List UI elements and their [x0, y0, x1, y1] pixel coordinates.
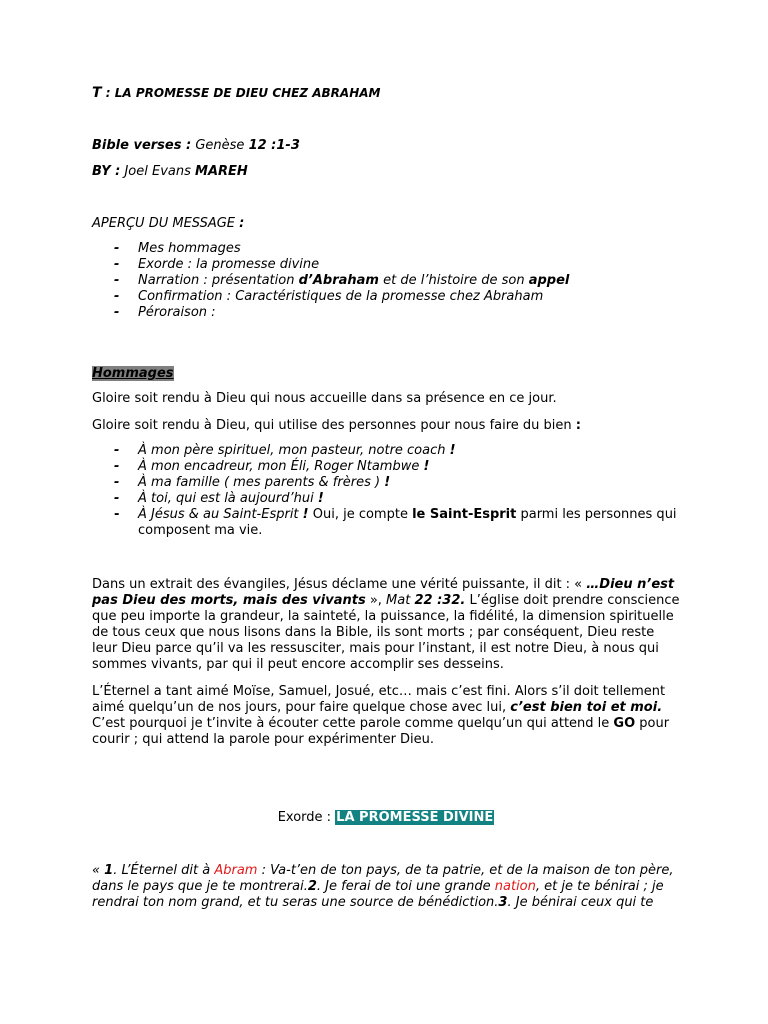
verse-quote: « 1. L’Éternel dit à Abram : Va-t’en de ton pays, de ta patrie, et de la maison de ton père, dans le pays que je te montrerai.2. Je ferai de toi une grande nation, et je te bénirai ; je rendrai ton nom grand, et tu seras une source de bénédiction.3. Je bénirai ceux qui te: [92, 863, 674, 910]
hommages-paragraph-2: Gloire soit rendu à Dieu, qui utilise des personnes pour nous faire du bien :: [92, 418, 581, 433]
bible-verses-line: Bible verses : Genèse 12 :1-3: [92, 138, 300, 153]
list-item: - À toi, qui est là aujourd’hui !: [114, 491, 324, 506]
author-line: BY : Joel Evans MAREH: [92, 164, 248, 179]
list-item: - Exorde : la promesse divine: [114, 257, 320, 272]
list-item: - Péroraison :: [114, 305, 216, 320]
document-title: T : LA PROMESSE DE DIEU CHEZ ABRAHAM: [92, 85, 381, 101]
list-item: - À ma famille ( mes parents & frères ) !: [114, 475, 391, 490]
exorde-heading: Exorde : LA PROMESSE DIVINE: [277, 810, 494, 825]
list-item: - Mes hommages: [114, 241, 241, 256]
hommages-list: [92, 443, 680, 539]
hommages-paragraph-1: Gloire soit rendu à Dieu qui nous accueille dans sa présence en ce jour.: [92, 391, 557, 406]
paragraph-eternel: L’Éternel a tant aimé Moïse, Samuel, Josué, etc… mais c’est fini. Alors s’il doit tellement aimé quelqu’un de nos jours, pour faire quelque chose avec lui, c’est bien toi et moi. C’est pourquoi je t’invite à écouter cette parole comme quelqu’un qui attend le GO pour courir ; qui attend la parole pour expérimenter Dieu.: [92, 684, 670, 747]
paragraph-evangiles: Dans un extrait des évangiles, Jésus déclame une vérité puissante, il dit : « …Dieu n’est pas Dieu des morts, mais des vivants », Mat 22 :32. L’église doit prendre conscience que peu importe la grandeur, la sainteté, la puissance, la fidélité, la dimension spirituelle de tous ceux que nous lisons dans la Bible, ils sont morts ; par conséquent, Dieu reste leur Dieu parce qu’il va les ressusciter, mais pour l’instant, il est notre Dieu, à nous qui sommes vivants, par qui il peut encore accomplir ses desseins.: [92, 577, 680, 672]
apercu-heading: APERÇU DU MESSAGE :: [92, 216, 245, 231]
list-item: - Confirmation : Caractéristiques de la promesse chez Abraham: [114, 289, 544, 304]
list-item: - Narration : présentation d’Abraham et de l’histoire de son appel: [114, 273, 570, 288]
hommages-heading: Hommages: [92, 366, 174, 381]
list-item: - À mon encadreur, mon Éli, Roger Ntambwe !: [114, 459, 430, 474]
exorde-highlight: LA PROMESSE DIVINE: [336, 810, 494, 825]
list-item: - À mon père spirituel, mon pasteur, notre coach !: [114, 443, 456, 458]
list-item: - À Jésus & au Saint-Esprit ! Oui, je compte le Saint-Esprit parmi les personnes qui composent ma vie.: [114, 507, 677, 538]
apercu-list: [92, 241, 680, 321]
